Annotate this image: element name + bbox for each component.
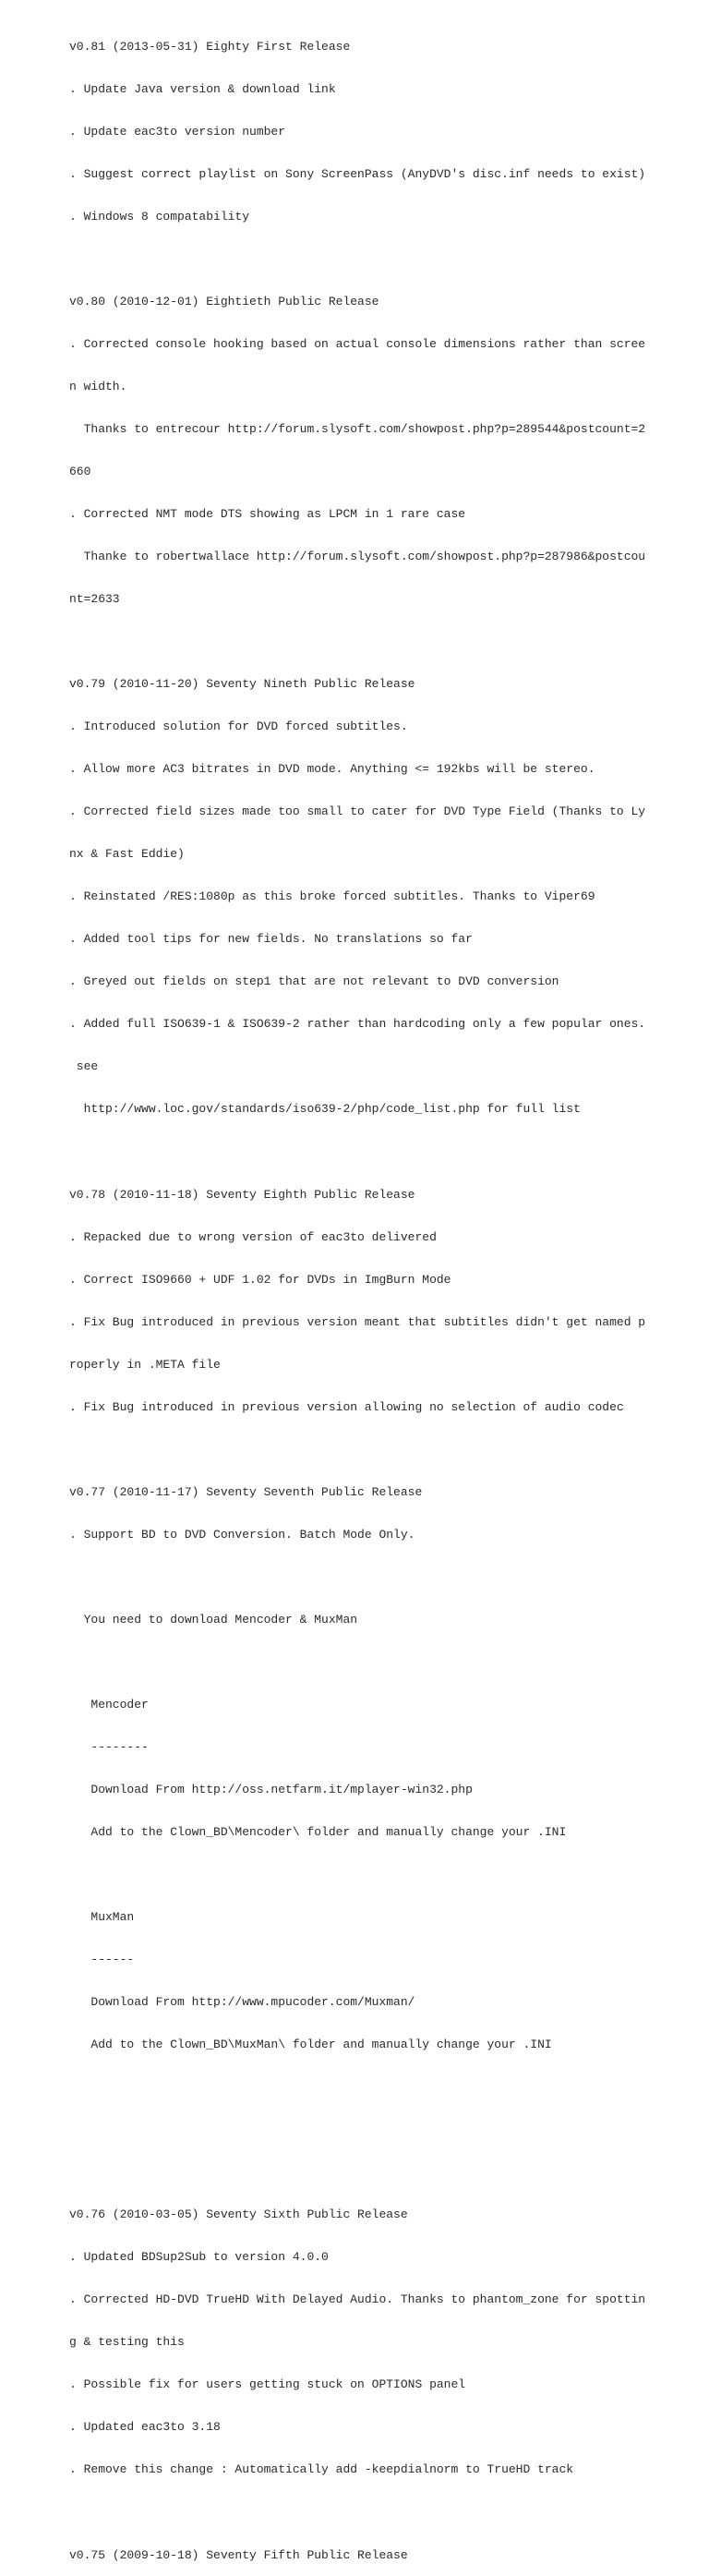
release-notes-document bbox=[69, 11, 697, 2576]
text-line: . Updated BDSup2Sub to version 4.0.0 bbox=[69, 2250, 329, 2265]
text-line: Add to the Clown_BD\Mencoder\ folder and manually change your .INI bbox=[69, 1825, 567, 1839]
release-heading: v0.76 (2010-03-05) Seventy Sixth Public Release bbox=[69, 2207, 408, 2222]
blank-line bbox=[69, 1145, 697, 1159]
text-line: . Update Java version & download link bbox=[69, 81, 336, 96]
text-line: . Greyed out fields on step1 that are not relevant to DVD conversion bbox=[69, 974, 559, 989]
release-heading: v0.78 (2010-11-18) Seventy Eighth Public Release bbox=[69, 1187, 415, 1202]
text-line: . Introduced solution for DVD forced subtitles. bbox=[69, 720, 408, 734]
blank-line bbox=[69, 2506, 697, 2520]
text-line: . Updated eac3to 3.18 bbox=[69, 2420, 221, 2435]
text-line: . Windows 8 compatability bbox=[69, 209, 250, 224]
blank-line bbox=[69, 1570, 697, 1584]
text-line: ------ bbox=[69, 1953, 135, 1967]
blank-line bbox=[69, 2165, 697, 2179]
text-line: g & testing this bbox=[69, 2335, 185, 2350]
text-line: . Suggest correct playlist on Sony ScreenPass (AnyDVD's disc.inf needs to exist) bbox=[69, 166, 646, 181]
text-line: . Corrected field sizes made too small to cater for DVD Type Field (Thanks to Ly bbox=[69, 804, 646, 819]
release-heading: v0.77 (2010-11-17) Seventy Seventh Public Release bbox=[69, 1484, 423, 1499]
text-line: . Corrected HD-DVD TrueHD With Delayed Audio. Thanks to phantom_zone for spottin bbox=[69, 2292, 646, 2307]
text-line: . Repacked due to wrong version of eac3to delivered bbox=[69, 1229, 437, 1244]
blank-line bbox=[69, 635, 697, 648]
text-line: . Corrected NMT mode DTS showing as LPCM in 1 rare case bbox=[69, 507, 466, 522]
text-line: 660 bbox=[69, 465, 91, 478]
text-line: n width. bbox=[69, 379, 127, 393]
text-line: . Fix Bug introduced in previous version allowing no selection of audio codec bbox=[69, 1399, 624, 1414]
text-line: nt=2633 bbox=[69, 592, 120, 607]
text-line: . Correct ISO9660 + UDF 1.02 for DVDs in ImgBurn Mode bbox=[69, 1272, 451, 1287]
text-line: . Corrected console hooking based on actual console dimensions rather than scree bbox=[69, 336, 646, 351]
text-line: see bbox=[69, 1059, 99, 1074]
release-heading: v0.81 (2013-05-31) Eighty First Release bbox=[69, 39, 351, 54]
text-line: Thanke to robertwallace http://forum.slysoft.com/showpost.php?p=287986&postcou bbox=[69, 550, 646, 564]
text-line: . Update eac3to version number bbox=[69, 124, 286, 139]
release-heading: v0.75 (2009-10-18) Seventy Fifth Public Release bbox=[69, 2547, 408, 2562]
text-line: Add to the Clown_BD\MuxMan\ folder and manually change your .INI bbox=[69, 2038, 552, 2052]
text-line: Download From http://oss.netfarm.it/mplayer-win32.php bbox=[69, 1782, 473, 1796]
blank-line bbox=[69, 252, 697, 266]
text-line: Download From http://www.mpucoder.com/Muxman/ bbox=[69, 1995, 415, 2010]
release-heading: v0.79 (2010-11-20) Seventy Nineth Public Release bbox=[69, 677, 415, 692]
blank-line bbox=[69, 2080, 697, 2094]
text-line: Thanks to entrecour http://forum.slysoft.com/showpost.php?p=289544&postcount=2 bbox=[69, 421, 646, 436]
text-line: You need to download Mencoder & MuxMan bbox=[69, 1612, 358, 1627]
release-heading: v0.80 (2010-12-01) Eightieth Public Release bbox=[69, 294, 379, 308]
blank-line bbox=[69, 2122, 697, 2136]
text-line: . Support BD to DVD Conversion. Batch Mode Only. bbox=[69, 1527, 415, 1542]
text-line: http://www.loc.gov/standards/iso639-2/php/code_list.php for full list bbox=[69, 1102, 581, 1117]
text-line: roperly in .META file bbox=[69, 1357, 221, 1372]
text-line: . Added tool tips for new fields. No translations so far bbox=[69, 932, 473, 947]
text-line: . Reinstated /RES:1080p as this broke forced subtitles. Thanks to Viper69 bbox=[69, 889, 595, 904]
blank-line bbox=[69, 1868, 697, 1881]
blank-line bbox=[69, 1443, 697, 1457]
text-line: MuxMan bbox=[69, 1910, 135, 1925]
text-line: . Allow more AC3 bitrates in DVD mode. Anything <= 192kbs will be stereo. bbox=[69, 762, 595, 777]
text-line: . Fix Bug introduced in previous version meant that subtitles didn't get named p bbox=[69, 1314, 646, 1329]
text-line: . Added full ISO639-1 & ISO639-2 rather than hardcoding only a few popular ones. bbox=[69, 1017, 646, 1032]
text-line: . Remove this change : Automatically add -keepdialnorm to TrueHD track bbox=[69, 2462, 574, 2477]
text-line: . Possible fix for users getting stuck on OPTIONS panel bbox=[69, 2377, 466, 2392]
text-line: nx & Fast Eddie) bbox=[69, 847, 185, 862]
text-line: -------- bbox=[69, 1739, 149, 1754]
blank-line bbox=[69, 1655, 697, 1669]
text-line: Mencoder bbox=[69, 1697, 149, 1711]
